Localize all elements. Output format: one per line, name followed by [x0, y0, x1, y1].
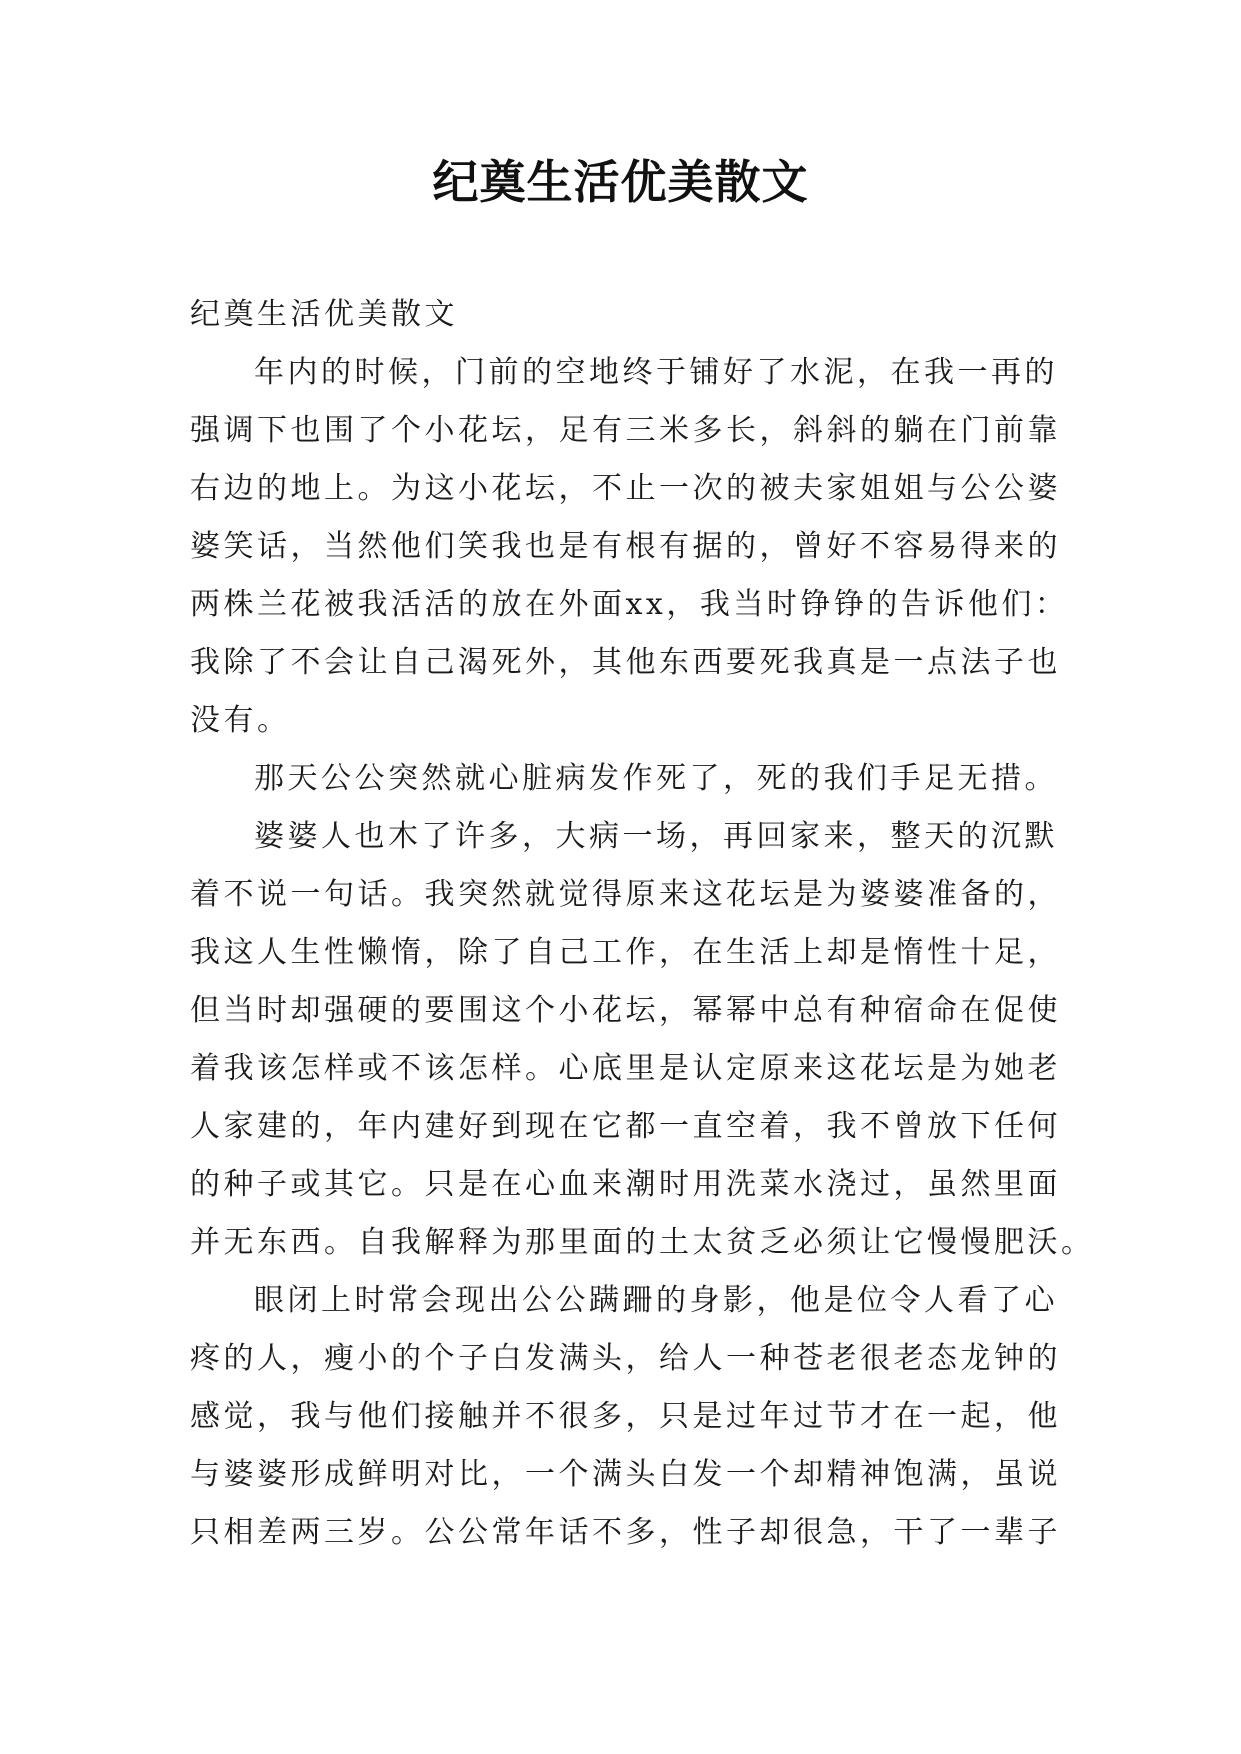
text-line: 右边的地上。为这小花坛，不止一次的被夫家姐姐与公公婆 [190, 471, 1061, 506]
text-line: 但当时却强硬的要围这个小花坛，幂幂中总有种宿命在促使 [190, 993, 1061, 1028]
text-line: 纪奠生活优美散文 [190, 297, 458, 332]
text-line: 只相差两三岁。公公常年话不多，性子却很急，干了一辈子 [190, 1515, 1061, 1550]
text-line: 着不说一句话。我突然就觉得原来这花坛是为婆婆准备的， [190, 877, 1061, 912]
text-line: 感觉，我与他们接触并不很多，只是过年过节才在一起，他 [190, 1399, 1061, 1434]
text-line: 没有。 [190, 703, 291, 738]
text-line: 我这人生性懒惰，除了自己工作，在生活上却是惰性十足， [190, 935, 1061, 970]
text-line: 那天公公突然就心脏病发作死了，死的我们手足无措。 [254, 761, 1058, 796]
text-line: 与婆婆形成鲜明对比，一个满头白发一个却精神饱满，虽说 [190, 1457, 1061, 1492]
text-line: 的种子或其它。只是在心血来潮时用洗菜水浇过，虽然里面 [190, 1167, 1061, 1202]
text-line: 疼的人，瘦小的个子白发满头，给人一种苍老很老态龙钟的 [190, 1341, 1061, 1376]
document-body [190, 286, 1095, 1562]
document-title: 纪奠生活优美散文 [432, 155, 809, 209]
text-line: 我除了不会让自己渴死外，其他东西要死我真是一点法子也 [190, 645, 1061, 680]
text-line: 婆笑话，当然他们笑我也是有根有据的，曾好不容易得来的 [190, 529, 1061, 564]
text-line: 年内的时候，门前的空地终于铺好了水泥，在我一再的 [254, 355, 1058, 390]
text-line: 着我该怎样或不该怎样。心底里是认定原来这花坛是为她老 [190, 1051, 1061, 1086]
text-line: 强调下也围了个小花坛，足有三米多长，斜斜的躺在门前靠 [190, 413, 1061, 448]
text-line: 两株兰花被我活活的放在外面xx，我当时铮铮的告诉他们： [190, 587, 1069, 622]
text-line: 眼闭上时常会现出公公蹒跚的身影，他是位令人看了心 [254, 1283, 1058, 1318]
text-line: 人家建的，年内建好到现在它都一直空着，我不曾放下任何 [190, 1109, 1061, 1144]
text-line: 并无东西。自我解释为那里面的土太贫乏必须让它慢慢肥沃。 [190, 1225, 1095, 1260]
text-line: 婆婆人也木了许多，大病一场，再回家来，整天的沉默 [254, 819, 1058, 854]
